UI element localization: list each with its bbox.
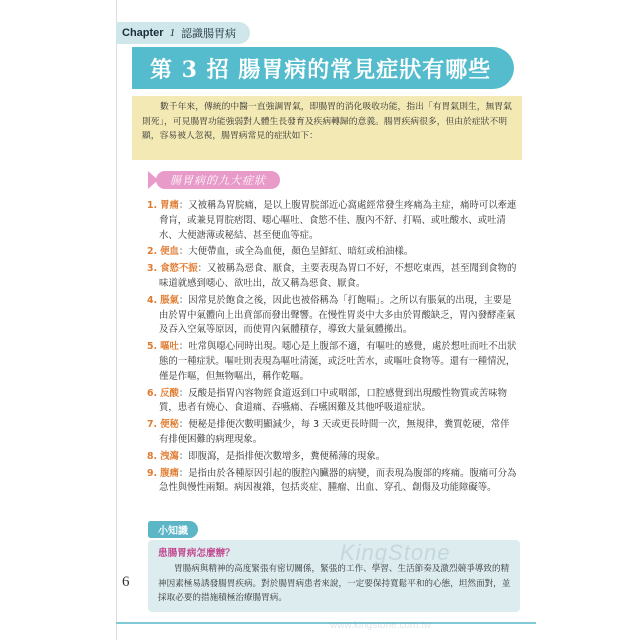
symptom-item <box>147 262 517 292</box>
symptom-text: ：吐常與噁心同時出現。噁心是上腹部不適，有嘔吐的感覺，處於想吐而吐不出狀態的一種症狀。嘔吐則表現為嘔吐清涎，或泛吐苦水，或嘔吐食物等。還有一種情況，僅是作嘔，但無物嘔出，稱作乾嘔。 <box>159 341 517 382</box>
symptom-item <box>147 450 517 465</box>
symptom-number: 8. <box>147 450 158 462</box>
symptom-item <box>147 387 517 417</box>
symptom-item <box>147 467 517 497</box>
symptom-name: 胃痛 <box>160 200 179 211</box>
symptom-name: 便秘 <box>160 419 179 431</box>
symptom-number: 7. <box>147 419 158 431</box>
section-heading <box>148 171 280 189</box>
symptom-name: 嘔吐 <box>160 341 179 353</box>
symptom-name: 腹痛 <box>160 467 179 479</box>
symptom-number: 2. <box>147 246 158 258</box>
symptom-name: 脹氣 <box>160 294 179 306</box>
symptom-number: 9. <box>147 467 158 479</box>
symptom-text: ：便秘是排便次數明顯減少，每 3 天或更長時間一次，無規律，糞質乾硬，常伴有排便困難的病理現象。 <box>159 419 510 445</box>
symptom-name: 食慾不振 <box>160 263 198 275</box>
symptom-item <box>147 199 517 243</box>
symptom-number: 1. <box>147 200 158 211</box>
symptom-list <box>147 199 517 498</box>
section-heading-label: 腸胃病的九大症狀 <box>156 171 280 189</box>
symptom-text: ：反酸是指胃內容物經食道返到口中或咽部，口腔感覺到出現酸性物質或苦味物質，患者有燒心、食道痛、吞嚥痛、吞嚥困難及其他呼吸道症狀。 <box>159 387 507 414</box>
symptom-text: ：即腹瀉，是指排便次數增多，糞便稀薄的現象。 <box>178 450 386 462</box>
symptom-text: ：又被稱為惡食、厭食，主要表現為胃口不好，不想吃東西，甚至聞到食物的味道就感到噁心、欲吐出，故又稱為惡食、厭食。 <box>159 263 517 289</box>
symptom-item <box>147 340 517 384</box>
symptom-number: 5. <box>147 341 158 353</box>
symptom-name: 反酸 <box>160 387 179 399</box>
symptom-item <box>147 418 517 448</box>
symptom-text: ：因常見於飽食之後，因此也被俗稱為「打飽嗝」。之所以有脹氣的出現，主要是由於胃中氣體向上出賁部而發出聲響。在慢性胃炎中大多由於胃酸缺乏，胃內發酵產氣及吞入空氣等原因，而使胃內氣體積存，導致大量氣體搬出。 <box>159 294 516 336</box>
watermark-brand: KingStone <box>340 540 451 565</box>
symptom-number: 4. <box>147 294 158 306</box>
symptom-text: ：大便帶血，或全為血便，顏色呈鮮紅、暗紅或柏油樣。 <box>178 246 414 258</box>
symptom-name: 洩瀉 <box>160 450 179 462</box>
symptom-item <box>147 294 517 338</box>
page-edge <box>116 0 117 640</box>
page-title: 第 3 招 腸胃病的常見症狀有哪些 <box>150 56 492 83</box>
symptom-text: ：又被稱為胃脘痛，是以上腹胃脘部近心窩處經常發生疼痛為主症，痛時可以牽連脅肓，或兼見胃脘痞悶、噁心嘔吐、食慾不佳、腹內不舒、打嗝、或吐酸水、或吐清水、大便溏薄或秘結、甚至便血等症。 <box>159 200 517 241</box>
symptom-number: 6. <box>147 387 158 399</box>
intro-paragraph: 數千年來，傳統的中醫一直強調胃氣，即腸胃的消化吸收功能，指出「有胃氣則生，無胃氣則死」，可見腸胃功能強弱對人體生長發育及疾病轉歸的意義。腸胃疾病很多，但由於症狀不明顯，容易被人忽視，腸胃病常見的症狀如下： <box>132 96 522 160</box>
chapter-number: 1 <box>169 27 176 39</box>
chapter-label: Chapter <box>122 27 164 39</box>
symptom-text: ：是指由於各種原因引起的腹腔內臟器的病變，而表現為腹部的疼痛。腹痛可分為急性與慢性兩類。病因複雜，包括炎症、腫瘤、出血、穿孔、創傷及功能障礙等。 <box>159 467 517 494</box>
chapter-title: 認識腸胃病 <box>181 27 237 40</box>
tip-label: 小知識 <box>148 521 198 538</box>
symptom-name: 便血 <box>160 246 179 258</box>
chapter-tab <box>116 22 250 44</box>
page-number: 6 <box>122 574 130 590</box>
tip-question: 患腸胃病怎麼辦？ <box>158 548 235 559</box>
symptom-number: 3. <box>147 263 158 275</box>
bottom-rule <box>116 622 536 624</box>
title-bar <box>132 47 514 89</box>
tip-answer: 胃腸病與精神的高度緊張有密切關係，緊張的工作、學習、生活節奏及激烈競爭導致的精神因素極易誘發腸胃疾病。對於腸胃病患者來說，一定要保持寬鬆平和的心態，坦然面對，並採取必要的措施積極治療腸胃病。 <box>158 564 511 603</box>
symptom-item <box>147 245 517 260</box>
watermark-url: www.kingstone.com.tw <box>330 620 432 631</box>
